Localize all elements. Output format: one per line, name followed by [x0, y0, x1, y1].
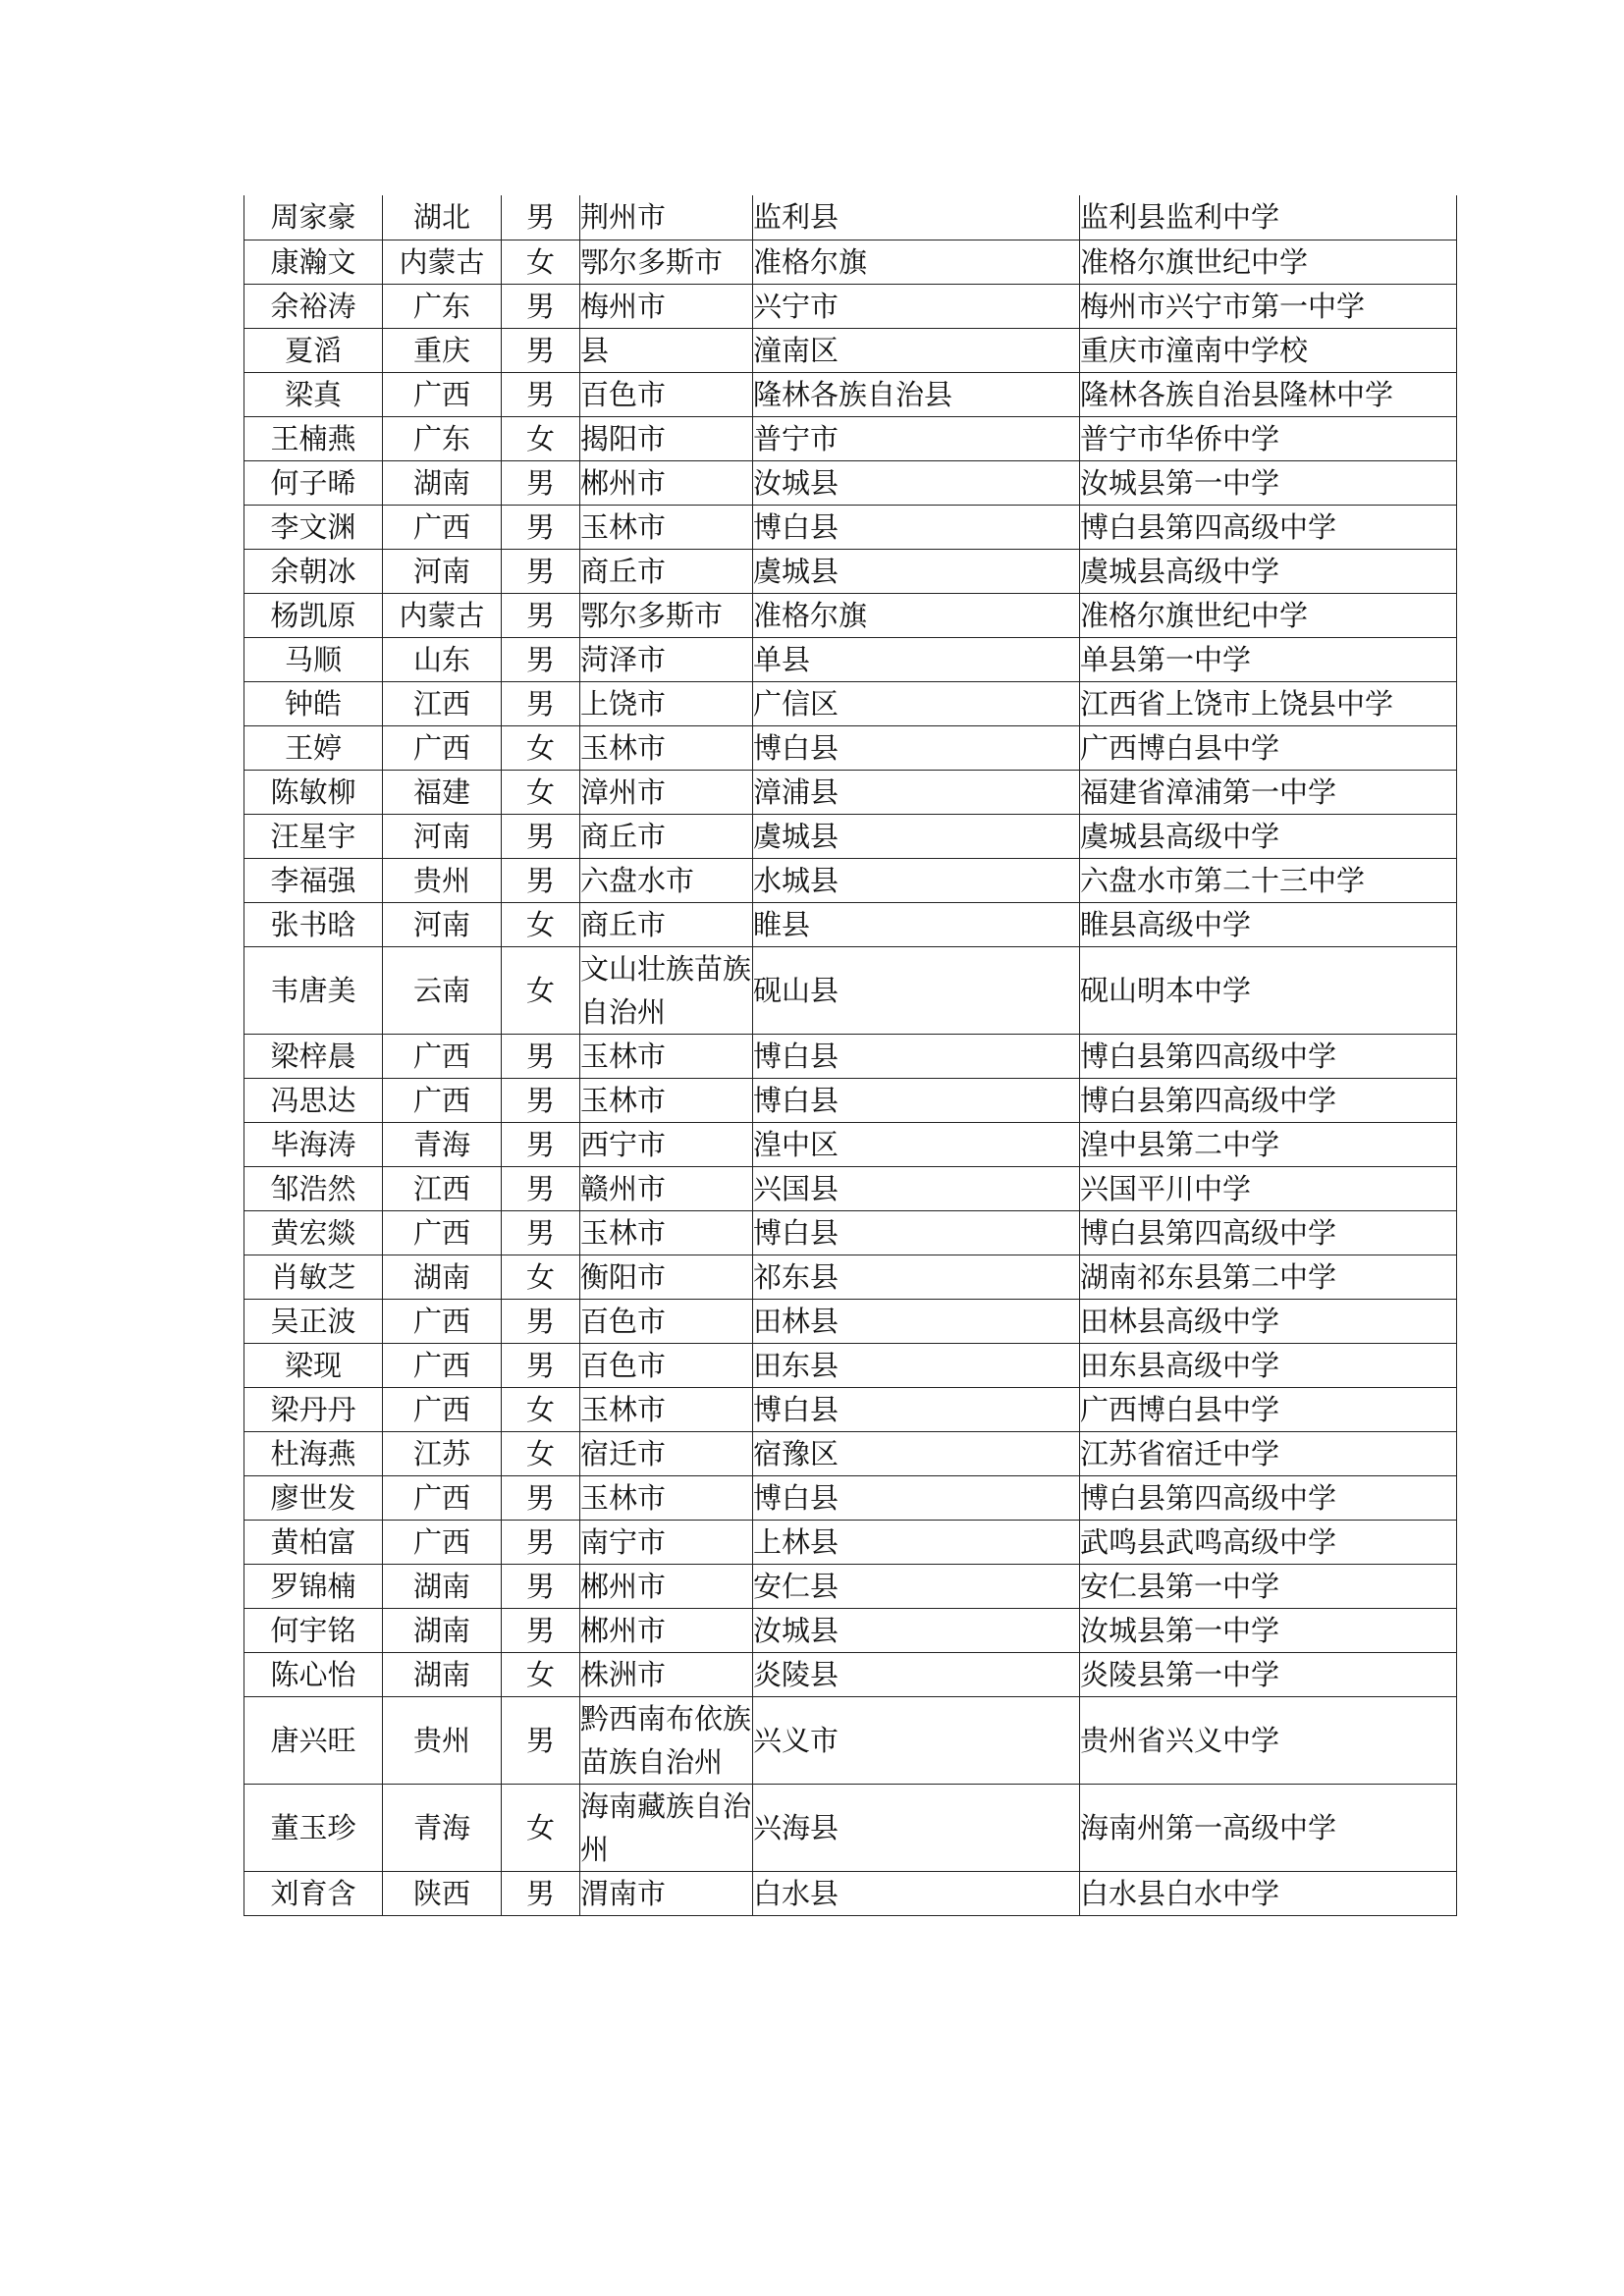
- cell-school: 武鸣县武鸣高级中学: [1080, 1520, 1457, 1564]
- cell-province: 青海: [383, 1122, 502, 1166]
- cell-county: 博白县: [753, 1475, 1080, 1520]
- cell-county: 睢县: [753, 902, 1080, 946]
- cell-gender: 男: [502, 858, 580, 902]
- cell-school: 博白县第四高级中学: [1080, 1210, 1457, 1255]
- cell-county: 博白县: [753, 1387, 1080, 1431]
- table-row: [244, 1475, 1457, 1520]
- table-row: [244, 1166, 1457, 1210]
- cell-province: 云南: [383, 946, 502, 1034]
- cell-school: 广西博白县中学: [1080, 1387, 1457, 1431]
- cell-gender: 男: [502, 284, 580, 328]
- cell-province: 湖南: [383, 460, 502, 505]
- cell-name: 肖敏芝: [244, 1255, 383, 1299]
- cell-county: 兴义市: [753, 1696, 1080, 1784]
- cell-county: 水城县: [753, 858, 1080, 902]
- cell-school: 贵州省兴义中学: [1080, 1696, 1457, 1784]
- cell-province: 山东: [383, 637, 502, 681]
- cell-province: 湖北: [383, 195, 502, 240]
- cell-gender: 女: [502, 416, 580, 460]
- table-row: [244, 1034, 1457, 1078]
- cell-province: 贵州: [383, 858, 502, 902]
- cell-province: 湖南: [383, 1255, 502, 1299]
- cell-gender: 男: [502, 1078, 580, 1122]
- cell-school: 汝城县第一中学: [1080, 1608, 1457, 1652]
- cell-city: 郴州市: [580, 1564, 753, 1608]
- cell-gender: 男: [502, 1122, 580, 1166]
- cell-gender: 女: [502, 1255, 580, 1299]
- cell-city: 商丘市: [580, 549, 753, 593]
- cell-name: 汪星宇: [244, 814, 383, 858]
- cell-province: 青海: [383, 1784, 502, 1871]
- cell-gender: 男: [502, 1564, 580, 1608]
- cell-name: 李福强: [244, 858, 383, 902]
- table-row: [244, 770, 1457, 814]
- cell-gender: 男: [502, 372, 580, 416]
- cell-province: 广西: [383, 725, 502, 770]
- cell-county: 隆林各族自治县: [753, 372, 1080, 416]
- table-row: [244, 1343, 1457, 1387]
- cell-county: 汝城县: [753, 460, 1080, 505]
- cell-city: 玉林市: [580, 505, 753, 549]
- cell-province: 广西: [383, 372, 502, 416]
- cell-county: 单县: [753, 637, 1080, 681]
- table-row: [244, 195, 1457, 240]
- table-row: [244, 858, 1457, 902]
- cell-gender: 女: [502, 1431, 580, 1475]
- cell-county: 监利县: [753, 195, 1080, 240]
- cell-school: 博白县第四高级中学: [1080, 1475, 1457, 1520]
- cell-city: 宿迁市: [580, 1431, 753, 1475]
- cell-province: 重庆: [383, 328, 502, 372]
- cell-city: 梅州市: [580, 284, 753, 328]
- cell-gender: 男: [502, 814, 580, 858]
- cell-city: 郴州市: [580, 1608, 753, 1652]
- cell-gender: 男: [502, 195, 580, 240]
- cell-gender: 男: [502, 460, 580, 505]
- cell-county: 炎陵县: [753, 1652, 1080, 1696]
- cell-county: 漳浦县: [753, 770, 1080, 814]
- table-row: [244, 681, 1457, 725]
- cell-city: 玉林市: [580, 725, 753, 770]
- cell-province: 河南: [383, 814, 502, 858]
- cell-county: 兴国县: [753, 1166, 1080, 1210]
- cell-province: 江苏: [383, 1431, 502, 1475]
- cell-school: 博白县第四高级中学: [1080, 505, 1457, 549]
- cell-school: 监利县监利中学: [1080, 195, 1457, 240]
- cell-gender: 男: [502, 328, 580, 372]
- cell-county: 博白县: [753, 1078, 1080, 1122]
- cell-county: 安仁县: [753, 1564, 1080, 1608]
- cell-name: 周家豪: [244, 195, 383, 240]
- cell-gender: 男: [502, 1696, 580, 1784]
- cell-name: 王婷: [244, 725, 383, 770]
- cell-city: 县: [580, 328, 753, 372]
- cell-gender: 男: [502, 1210, 580, 1255]
- cell-city: 六盘水市: [580, 858, 753, 902]
- cell-county: 普宁市: [753, 416, 1080, 460]
- table-row: [244, 1387, 1457, 1431]
- table-row: [244, 284, 1457, 328]
- table-row: [244, 1122, 1457, 1166]
- cell-city: 荆州市: [580, 195, 753, 240]
- cell-gender: 男: [502, 1520, 580, 1564]
- cell-name: 梁梓晨: [244, 1034, 383, 1078]
- table-row: [244, 902, 1457, 946]
- cell-city: 商丘市: [580, 902, 753, 946]
- cell-name: 梁真: [244, 372, 383, 416]
- cell-county: 宿豫区: [753, 1431, 1080, 1475]
- cell-name: 夏滔: [244, 328, 383, 372]
- cell-gender: 女: [502, 946, 580, 1034]
- table-row: [244, 1431, 1457, 1475]
- cell-city: 株洲市: [580, 1652, 753, 1696]
- cell-name: 刘育含: [244, 1871, 383, 1915]
- cell-county: 汝城县: [753, 1608, 1080, 1652]
- cell-county: 田东县: [753, 1343, 1080, 1387]
- cell-county: 上林县: [753, 1520, 1080, 1564]
- cell-name: 黄宏燚: [244, 1210, 383, 1255]
- cell-city: 渭南市: [580, 1871, 753, 1915]
- table-row: [244, 1210, 1457, 1255]
- table-row: [244, 1299, 1457, 1343]
- cell-province: 广西: [383, 1343, 502, 1387]
- cell-city: 玉林市: [580, 1210, 753, 1255]
- cell-city: 海南藏族自治州: [580, 1784, 753, 1871]
- cell-gender: 男: [502, 1299, 580, 1343]
- cell-name: 余朝冰: [244, 549, 383, 593]
- table-row: [244, 1520, 1457, 1564]
- cell-city: 百色市: [580, 1343, 753, 1387]
- cell-name: 毕海涛: [244, 1122, 383, 1166]
- cell-school: 准格尔旗世纪中学: [1080, 593, 1457, 637]
- cell-gender: 男: [502, 637, 580, 681]
- cell-name: 韦唐美: [244, 946, 383, 1034]
- cell-county: 湟中区: [753, 1122, 1080, 1166]
- table-row: [244, 1652, 1457, 1696]
- cell-name: 梁现: [244, 1343, 383, 1387]
- cell-school: 博白县第四高级中学: [1080, 1034, 1457, 1078]
- cell-school: 重庆市潼南中学校: [1080, 328, 1457, 372]
- cell-county: 潼南区: [753, 328, 1080, 372]
- cell-school: 博白县第四高级中学: [1080, 1078, 1457, 1122]
- cell-name: 唐兴旺: [244, 1696, 383, 1784]
- cell-gender: 男: [502, 549, 580, 593]
- cell-school: 广西博白县中学: [1080, 725, 1457, 770]
- cell-province: 广西: [383, 1078, 502, 1122]
- cell-gender: 男: [502, 1034, 580, 1078]
- cell-province: 广西: [383, 1210, 502, 1255]
- cell-province: 湖南: [383, 1608, 502, 1652]
- table-row: [244, 328, 1457, 372]
- student-roster-table: [244, 195, 1457, 1916]
- cell-name: 钟皓: [244, 681, 383, 725]
- cell-name: 李文渊: [244, 505, 383, 549]
- cell-school: 汝城县第一中学: [1080, 460, 1457, 505]
- table-row: [244, 549, 1457, 593]
- cell-gender: 女: [502, 240, 580, 284]
- cell-name: 邹浩然: [244, 1166, 383, 1210]
- table-row: [244, 593, 1457, 637]
- cell-gender: 男: [502, 681, 580, 725]
- cell-county: 砚山县: [753, 946, 1080, 1034]
- cell-name: 余裕涛: [244, 284, 383, 328]
- cell-school: 虞城县高级中学: [1080, 814, 1457, 858]
- cell-school: 湟中县第二中学: [1080, 1122, 1457, 1166]
- cell-county: 兴宁市: [753, 284, 1080, 328]
- cell-school: 福建省漳浦第一中学: [1080, 770, 1457, 814]
- table-row: [244, 416, 1457, 460]
- cell-city: 衡阳市: [580, 1255, 753, 1299]
- cell-gender: 女: [502, 1652, 580, 1696]
- cell-name: 廖世发: [244, 1475, 383, 1520]
- cell-gender: 女: [502, 1387, 580, 1431]
- cell-province: 江西: [383, 1166, 502, 1210]
- cell-school: 兴国平川中学: [1080, 1166, 1457, 1210]
- table-row: [244, 1871, 1457, 1915]
- cell-city: 鄂尔多斯市: [580, 240, 753, 284]
- cell-gender: 女: [502, 725, 580, 770]
- cell-name: 罗锦楠: [244, 1564, 383, 1608]
- cell-school: 江西省上饶市上饶县中学: [1080, 681, 1457, 725]
- cell-school: 江苏省宿迁中学: [1080, 1431, 1457, 1475]
- cell-province: 河南: [383, 549, 502, 593]
- cell-city: 上饶市: [580, 681, 753, 725]
- cell-gender: 女: [502, 770, 580, 814]
- cell-city: 百色市: [580, 1299, 753, 1343]
- table-row: [244, 1078, 1457, 1122]
- cell-city: 玉林市: [580, 1387, 753, 1431]
- cell-county: 准格尔旗: [753, 240, 1080, 284]
- cell-name: 张书晗: [244, 902, 383, 946]
- cell-school: 田林县高级中学: [1080, 1299, 1457, 1343]
- table-row: [244, 240, 1457, 284]
- cell-gender: 男: [502, 1343, 580, 1387]
- cell-name: 冯思达: [244, 1078, 383, 1122]
- cell-county: 博白县: [753, 1210, 1080, 1255]
- cell-county: 准格尔旗: [753, 593, 1080, 637]
- table-row: [244, 1564, 1457, 1608]
- cell-county: 虞城县: [753, 549, 1080, 593]
- cell-gender: 男: [502, 1166, 580, 1210]
- cell-gender: 女: [502, 1784, 580, 1871]
- cell-county: 兴海县: [753, 1784, 1080, 1871]
- cell-county: 祁东县: [753, 1255, 1080, 1299]
- cell-name: 董玉珍: [244, 1784, 383, 1871]
- cell-province: 福建: [383, 770, 502, 814]
- table-row: [244, 814, 1457, 858]
- cell-name: 马顺: [244, 637, 383, 681]
- cell-province: 湖南: [383, 1652, 502, 1696]
- cell-province: 广西: [383, 1387, 502, 1431]
- cell-city: 菏泽市: [580, 637, 753, 681]
- cell-name: 吴正波: [244, 1299, 383, 1343]
- cell-county: 博白县: [753, 505, 1080, 549]
- table-row: [244, 637, 1457, 681]
- cell-city: 南宁市: [580, 1520, 753, 1564]
- cell-province: 陕西: [383, 1871, 502, 1915]
- cell-gender: 男: [502, 1608, 580, 1652]
- cell-name: 梁丹丹: [244, 1387, 383, 1431]
- cell-city: 玉林市: [580, 1475, 753, 1520]
- cell-gender: 男: [502, 505, 580, 549]
- cell-city: 漳州市: [580, 770, 753, 814]
- cell-school: 单县第一中学: [1080, 637, 1457, 681]
- cell-school: 田东县高级中学: [1080, 1343, 1457, 1387]
- cell-county: 博白县: [753, 725, 1080, 770]
- cell-city: 玉林市: [580, 1078, 753, 1122]
- cell-province: 湖南: [383, 1564, 502, 1608]
- cell-school: 普宁市华侨中学: [1080, 416, 1457, 460]
- cell-city: 鄂尔多斯市: [580, 593, 753, 637]
- table-row: [244, 946, 1457, 1034]
- table-row: [244, 725, 1457, 770]
- cell-province: 广西: [383, 505, 502, 549]
- cell-school: 准格尔旗世纪中学: [1080, 240, 1457, 284]
- table-row: [244, 1608, 1457, 1652]
- cell-name: 杨凯原: [244, 593, 383, 637]
- cell-name: 何子晞: [244, 460, 383, 505]
- cell-city: 文山壮族苗族自治州: [580, 946, 753, 1034]
- cell-province: 广东: [383, 416, 502, 460]
- cell-province: 贵州: [383, 1696, 502, 1784]
- cell-province: 内蒙古: [383, 593, 502, 637]
- table-row: [244, 1784, 1457, 1871]
- cell-city: 商丘市: [580, 814, 753, 858]
- cell-city: 赣州市: [580, 1166, 753, 1210]
- cell-county: 广信区: [753, 681, 1080, 725]
- table-row: [244, 372, 1457, 416]
- cell-school: 海南州第一高级中学: [1080, 1784, 1457, 1871]
- cell-school: 白水县白水中学: [1080, 1871, 1457, 1915]
- cell-province: 广西: [383, 1520, 502, 1564]
- cell-gender: 男: [502, 1871, 580, 1915]
- cell-name: 王楠燕: [244, 416, 383, 460]
- cell-name: 何宇铭: [244, 1608, 383, 1652]
- cell-school: 炎陵县第一中学: [1080, 1652, 1457, 1696]
- cell-gender: 男: [502, 1475, 580, 1520]
- table-row: [244, 460, 1457, 505]
- cell-province: 广东: [383, 284, 502, 328]
- cell-name: 黄柏富: [244, 1520, 383, 1564]
- cell-city: 郴州市: [580, 460, 753, 505]
- roster-body: [244, 195, 1457, 1915]
- table-row: [244, 1255, 1457, 1299]
- cell-county: 博白县: [753, 1034, 1080, 1078]
- cell-province: 河南: [383, 902, 502, 946]
- cell-county: 虞城县: [753, 814, 1080, 858]
- cell-gender: 男: [502, 593, 580, 637]
- cell-province: 江西: [383, 681, 502, 725]
- cell-school: 安仁县第一中学: [1080, 1564, 1457, 1608]
- cell-name: 康瀚文: [244, 240, 383, 284]
- cell-city: 揭阳市: [580, 416, 753, 460]
- cell-school: 湖南祁东县第二中学: [1080, 1255, 1457, 1299]
- cell-province: 广西: [383, 1299, 502, 1343]
- cell-name: 杜海燕: [244, 1431, 383, 1475]
- cell-province: 内蒙古: [383, 240, 502, 284]
- cell-school: 虞城县高级中学: [1080, 549, 1457, 593]
- cell-city: 黔西南布依族苗族自治州: [580, 1696, 753, 1784]
- cell-city: 百色市: [580, 372, 753, 416]
- cell-province: 广西: [383, 1475, 502, 1520]
- table-row: [244, 505, 1457, 549]
- cell-school: 砚山明本中学: [1080, 946, 1457, 1034]
- cell-name: 陈心怡: [244, 1652, 383, 1696]
- cell-city: 玉林市: [580, 1034, 753, 1078]
- cell-county: 田林县: [753, 1299, 1080, 1343]
- cell-name: 陈敏柳: [244, 770, 383, 814]
- cell-school: 六盘水市第二十三中学: [1080, 858, 1457, 902]
- cell-school: 隆林各族自治县隆林中学: [1080, 372, 1457, 416]
- cell-gender: 女: [502, 902, 580, 946]
- cell-school: 睢县高级中学: [1080, 902, 1457, 946]
- cell-county: 白水县: [753, 1871, 1080, 1915]
- cell-province: 广西: [383, 1034, 502, 1078]
- cell-city: 西宁市: [580, 1122, 753, 1166]
- table-row: [244, 1696, 1457, 1784]
- cell-school: 梅州市兴宁市第一中学: [1080, 284, 1457, 328]
